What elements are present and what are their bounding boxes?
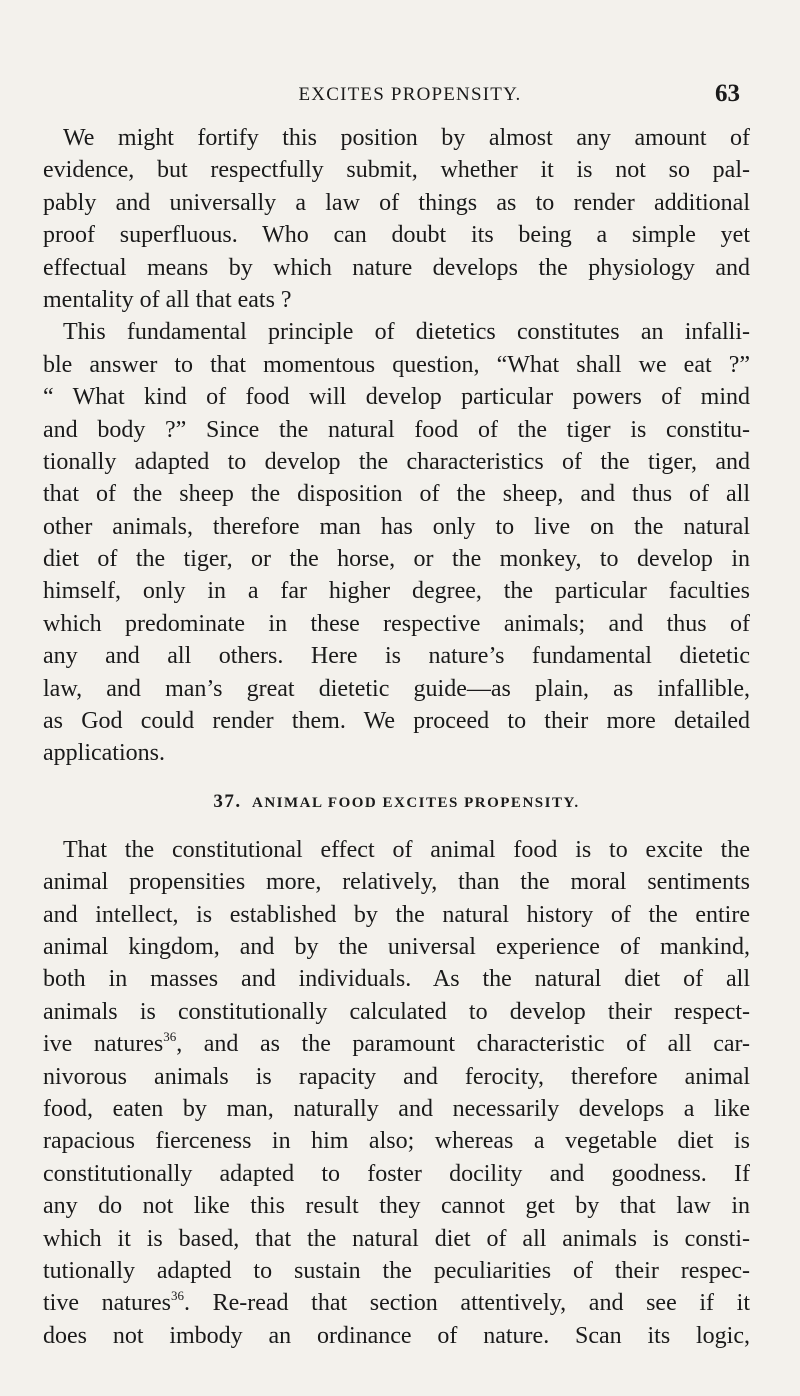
text-line-with-footnote bbox=[43, 1028, 750, 1060]
text-line: as God could render them. We proceed to their more detailed bbox=[43, 708, 750, 735]
text-line: food, eaten by man, naturally and necessarily develops a like bbox=[43, 1095, 750, 1122]
section-title: ANIMAL FOOD EXCITES PROPENSITY. bbox=[252, 794, 580, 811]
text-line: rapacious fierceness in him also; whereas a vegetable diet is bbox=[43, 1128, 750, 1155]
text-line: pably and universally a law of things as to render additional bbox=[43, 189, 750, 216]
section-number: 37. bbox=[213, 790, 242, 812]
running-title: EXCITES PROPENSITY. bbox=[298, 84, 522, 105]
text-line: diet of the tiger, or the horse, or the monkey, to develop in bbox=[43, 546, 750, 573]
text-line: proof superfluous. Who can doubt its being a simple yet bbox=[43, 222, 750, 249]
text-line: any do not like this result they cannot get by that law in bbox=[43, 1193, 750, 1220]
text-line-with-footnote bbox=[43, 1287, 750, 1319]
text-line: nivorous animals is rapacity and ferocity, therefore animal bbox=[43, 1063, 750, 1090]
paragraph-3 bbox=[43, 834, 750, 1352]
text-line: mentality of all that eats ? bbox=[43, 286, 292, 313]
line-text: ive natures bbox=[43, 1031, 164, 1058]
text-line: any and all others. Here is nature’s fundamental dietetic bbox=[43, 643, 750, 670]
text-line: ble answer to that momentous question, “What shall we eat ?” bbox=[43, 351, 750, 378]
text-line: that of the sheep the disposition of the sheep, and thus of all bbox=[43, 481, 750, 508]
text-line: “ What kind of food will develop particular powers of mind bbox=[43, 384, 750, 411]
text-line: We might fortify this position by almost any amount of bbox=[63, 125, 750, 151]
text-line: and body ?” Since the natural food of the tiger is constitu- bbox=[43, 416, 750, 443]
footnote-ref: 36 bbox=[170, 1288, 184, 1304]
text-line: both in masses and individuals. As the natural diet of all bbox=[43, 966, 750, 993]
text-line: himself, only in a far higher degree, the particular faculties bbox=[43, 578, 750, 605]
text-line: animal propensities more, relatively, than the moral sentiments bbox=[43, 869, 750, 896]
footnote-ref: 36 bbox=[163, 1029, 177, 1045]
text-line: animal kingdom, and by the universal experience of mankind, bbox=[43, 933, 750, 960]
paragraph-1 bbox=[43, 122, 750, 316]
line-text: , and as the paramount characteristic of all car- bbox=[176, 1031, 751, 1058]
text-line: tutionally adapted to sustain the peculiarities of their respec- bbox=[43, 1257, 750, 1284]
text-line: That the constitutional effect of animal food is to excite the bbox=[63, 836, 750, 863]
text-line: does not imbody an ordinance of nature. Scan its logic, bbox=[43, 1322, 750, 1349]
text-line: which it is based, that the natural diet of all animals is consti- bbox=[43, 1225, 750, 1252]
running-head bbox=[60, 80, 760, 110]
text-line: other animals, therefore man has only to live on the natural bbox=[43, 513, 750, 540]
text-line: law, and man’s great dietetic guide—as plain, as infallible, bbox=[43, 675, 750, 702]
text-line: and intellect, is established by the natural history of the entire bbox=[43, 901, 750, 928]
text-line: animals is constitutionally calculated to develop their respect- bbox=[43, 998, 750, 1025]
text-line: This fundamental principle of dietetics constitutes an infalli- bbox=[63, 319, 750, 346]
text-line: applications. bbox=[43, 740, 165, 767]
line-text: tive natures bbox=[43, 1290, 171, 1317]
text-line: tionally adapted to develop the characteristics of the tiger, and bbox=[43, 448, 750, 475]
page-body bbox=[43, 122, 750, 1352]
paragraph-2 bbox=[43, 316, 750, 769]
text-line: evidence, but respectfully submit, whether it is not so pal- bbox=[43, 157, 750, 184]
line-text: . Re-read that section attentively, and see if it bbox=[183, 1290, 750, 1317]
section-heading bbox=[43, 770, 750, 834]
text-line: effectual means by which nature develops the physiology and bbox=[43, 254, 750, 281]
page-number: 63 bbox=[715, 80, 740, 107]
text-line: which predominate in these respective animals; and thus of bbox=[43, 610, 750, 637]
text-line: constitutionally adapted to foster docility and goodness. If bbox=[43, 1160, 750, 1187]
